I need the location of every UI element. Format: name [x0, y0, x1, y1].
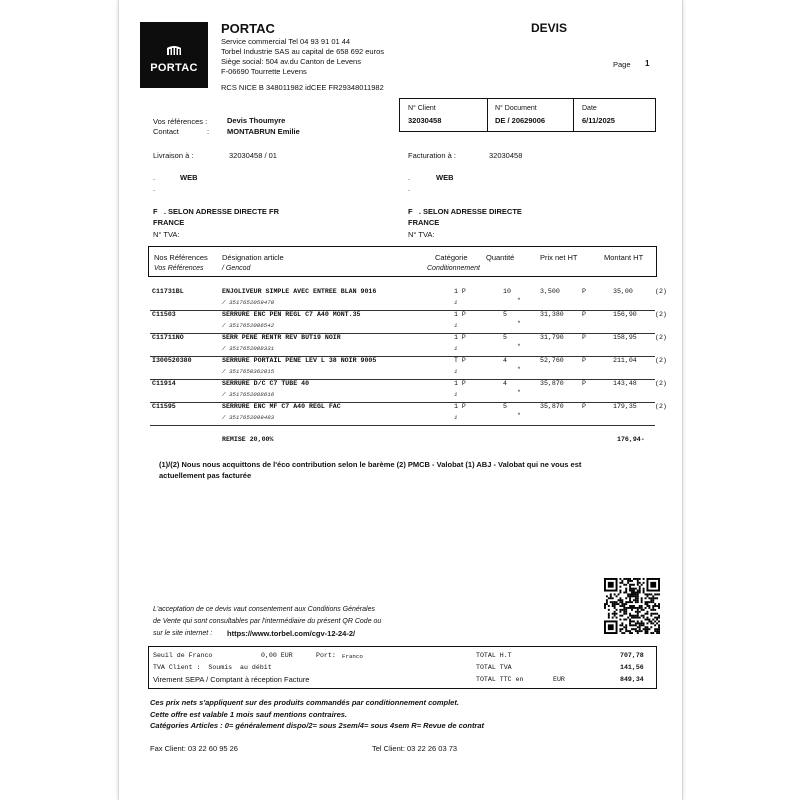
ref-divider-2 [573, 99, 574, 131]
footer-line-1: Ces prix nets s'appliquent sur des produits commandés par conditionnement complet. [150, 698, 459, 707]
vos-references-value: Devis Thoumyre [227, 116, 286, 125]
item-category: 1 P [454, 311, 466, 318]
item-gencod: / 3517652099483 [222, 414, 275, 421]
item-quantity: 4 [503, 380, 507, 387]
currency: EUR [553, 676, 565, 683]
item-note: (2) [655, 403, 667, 410]
page-number: 1 [645, 59, 650, 68]
footer-line-3: Catégories Articles : 0= généralement dispo/2= sous 2sem/4= sous 4sem R= Revue de contrat [150, 721, 485, 730]
contact-label: Contact [153, 127, 179, 136]
total-ht-label: TOTAL H.T [476, 652, 512, 659]
livraison-dot-2: . [153, 184, 156, 193]
item-designation: SERR PENE RENTR REV BUT19 NOIR [222, 334, 341, 341]
item-unit: P [582, 334, 586, 341]
facturation-dot-1: . [408, 173, 411, 182]
item-quantity: 5 [503, 334, 507, 341]
livraison-country: FRANCE [153, 218, 185, 227]
client-number-label: N° Client [408, 105, 436, 112]
item-conditionnement: 1 [454, 414, 458, 421]
item-conditionnement: 1 [454, 322, 458, 329]
qr-code[interactable] [604, 578, 660, 634]
item-designation: SERRURE D/C C7 TUBE 40 [222, 380, 310, 387]
facturation-web: WEB [436, 173, 454, 182]
reference-box [399, 98, 656, 132]
remise-value: 176,94- [617, 436, 645, 443]
header-vos-references: Vos Références [154, 265, 204, 272]
date-value: 6/11/2025 [582, 116, 615, 125]
item-unit: P [582, 288, 586, 295]
tel-client: Tel Client: 03 22 26 03 73 [372, 744, 458, 753]
company-line-1: Service commercial Tel 04 93 91 01 44 [221, 37, 351, 46]
company-name: PORTAC [221, 21, 275, 36]
total-ttc-value: 849,34 [620, 676, 644, 683]
cgv-line-2: de Vente qui sont consultables par l'intermédiaire du présent QR Code ou [153, 618, 382, 625]
total-ttc-label: TOTAL TTC en [476, 676, 524, 683]
company-line-4: F-06690 Tourrette Levens [221, 67, 307, 76]
remise-label: REMISE 20,00% [222, 436, 274, 443]
item-conditionnement: 1 [454, 368, 458, 375]
facturation-country: FRANCE [408, 218, 440, 227]
livraison-value: 32030458 / 01 [229, 151, 277, 160]
page-label: Page [613, 60, 631, 69]
item-star: * [517, 389, 521, 396]
header-categorie: Catégorie [435, 253, 468, 262]
item-designation: ENJOLIVEUR SIMPLE AVEC ENTREE BLAN 9016 [222, 288, 377, 295]
item-amount: 143,48 [613, 380, 637, 387]
facturation-address: F . SELON ADRESSE DIRECTE [408, 207, 522, 216]
company-line-3: Siège social: 504 av.du Canton de Levens [221, 57, 361, 66]
row-separator [150, 425, 655, 426]
item-price: 3,500 [540, 288, 560, 295]
item-unit: P [582, 311, 586, 318]
item-quantity: 4 [503, 357, 507, 364]
item-ref: C11711NO [152, 334, 184, 341]
item-category: T P [454, 357, 466, 364]
date-label: Date [582, 105, 597, 112]
item-star: * [517, 320, 521, 327]
cgv-line-1: L'acceptation de ce devis vaut consentement aux Conditions Générales [153, 606, 375, 613]
item-ref: C11731BL [152, 288, 184, 295]
item-gencod: / 3517650362015 [222, 368, 275, 375]
item-conditionnement: 1 [454, 299, 458, 306]
payment-terms: Virement SEPA / Comptant à réception Facture [153, 675, 310, 684]
company-logo [140, 22, 208, 88]
item-category: 1 P [454, 403, 466, 410]
eco-note-line-1: (1)/(2) Nous nous acquittons de l'éco contribution selon le barème (2) PMCB - Valobat (1) ABJ - Valobat qui ne vous est [159, 460, 582, 469]
total-ht-value: 707,78 [620, 652, 644, 659]
footer-line-2: Cette offre est valable 1 mois sauf mentions contraires. [150, 710, 348, 719]
livraison-dot-1: . [153, 173, 156, 182]
item-star: * [517, 297, 521, 304]
item-gencod: / 3517652006542 [222, 322, 275, 329]
document-number: DE / 20629006 [495, 116, 546, 125]
facturation-value: 32030458 [489, 151, 523, 160]
item-amount: 35,00 [613, 288, 633, 295]
port-label: Port: [316, 652, 336, 659]
cgv-url[interactable]: https://www.torbel.com/cgv-12-24-2/ [227, 629, 356, 638]
vos-references-label: Vos références : [153, 117, 208, 126]
item-price: 31,380 [540, 311, 564, 318]
item-gencod: / 3517652059470 [222, 299, 275, 306]
item-designation: SERRURE ENC MF C7 A40 REGL FAC [222, 403, 341, 410]
item-quantity: 5 [503, 403, 507, 410]
item-note: (2) [655, 380, 667, 387]
livraison-web: WEB [180, 173, 198, 182]
item-star: * [517, 366, 521, 373]
item-note: (2) [655, 357, 667, 364]
item-designation: SERRURE PORTAIL PENE LEV L 38 NOIR 9005 [222, 357, 377, 364]
client-number: 32030458 [408, 116, 442, 125]
document-title: DEVIS [531, 21, 568, 35]
item-designation: SERRURE ENC PEN REGL C7 A40 MONT.35 [222, 311, 361, 318]
header-gencod: / Gencod [222, 265, 251, 272]
contact-colon: : [207, 127, 210, 136]
company-line-5: RCS NICE B 348011982 idCEE FR29348011982 [221, 83, 384, 92]
item-category: 1 P [454, 380, 466, 387]
header-designation: Désignation article [222, 253, 284, 262]
tva-client: TVA Client : Soumis au débit [153, 664, 272, 671]
contact-value: MONTABRUN Emilie [227, 127, 300, 136]
item-unit: P [582, 380, 586, 387]
gate-icon [166, 44, 182, 56]
facturation-tva: N° TVA: [408, 230, 435, 239]
item-unit: P [582, 357, 586, 364]
item-gencod: / 3517652088616 [222, 391, 275, 398]
item-amount: 156,90 [613, 311, 637, 318]
item-ref: I300520380 [152, 357, 192, 364]
logo-text: PORTAC [150, 62, 198, 74]
item-category: 1 P [454, 288, 466, 295]
header-conditionnement: Conditionnement [427, 265, 480, 272]
item-amount: 158,95 [613, 334, 637, 341]
item-conditionnement: 1 [454, 345, 458, 352]
seuil-franco-label: Seuil de Franco [153, 652, 213, 659]
header-quantite: Quantité [486, 253, 515, 262]
item-gencod: / 3517652008331 [222, 345, 275, 352]
ref-divider-1 [487, 99, 488, 131]
cgv-line-3-prefix: sur le site internet : [153, 630, 213, 637]
livraison-tva: N° TVA: [153, 230, 180, 239]
item-star: * [517, 343, 521, 350]
total-tva-label: TOTAL TVA [476, 664, 512, 671]
item-price: 31,790 [540, 334, 564, 341]
seuil-franco-value: 0,00 EUR [261, 652, 293, 659]
item-star: * [517, 412, 521, 419]
document-number-label: N° Document [495, 105, 537, 112]
item-ref: C11595 [152, 403, 176, 410]
item-price: 52,760 [540, 357, 564, 364]
item-note: (2) [655, 311, 667, 318]
facturation-dot-2: . [408, 184, 411, 193]
facturation-label: Facturation à : [408, 151, 456, 160]
header-prix-net: Prix net HT [540, 253, 578, 262]
item-quantity: 10 [503, 288, 511, 295]
item-ref: C11914 [152, 380, 176, 387]
item-category: 1 P [454, 334, 466, 341]
item-note: (2) [655, 288, 667, 295]
item-amount: 179,35 [613, 403, 637, 410]
item-amount: 211,04 [613, 357, 637, 364]
total-tva-value: 141,56 [620, 664, 644, 671]
fax-client: Fax Client: 03 22 60 95 26 [150, 744, 238, 753]
company-line-2: Torbel Industrie SAS au capital de 658 692 euros [221, 47, 385, 56]
header-nos-references: Nos Références [154, 253, 208, 262]
item-price: 35,870 [540, 380, 564, 387]
item-ref: C11503 [152, 311, 176, 318]
item-quantity: 5 [503, 311, 507, 318]
item-note: (2) [655, 334, 667, 341]
port-value: Franco [342, 653, 363, 660]
item-unit: P [582, 403, 586, 410]
item-price: 35,870 [540, 403, 564, 410]
item-conditionnement: 1 [454, 391, 458, 398]
livraison-label: Livraison à : [153, 151, 194, 160]
eco-note-line-2: actuellement pas facturée [159, 471, 252, 480]
header-montant: Montant HT [604, 253, 644, 262]
livraison-address: F . SELON ADRESSE DIRECTE FR [153, 207, 279, 216]
